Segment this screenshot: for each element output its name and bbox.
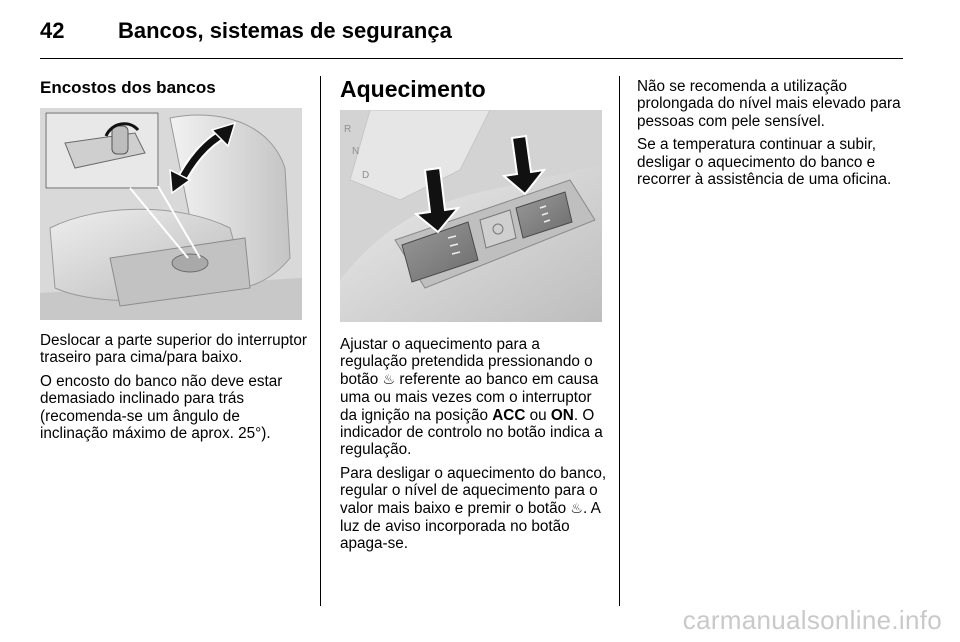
right-column-text — [637, 78, 912, 194]
header-rule — [40, 58, 903, 59]
page-title: Bancos, sistemas de segurança — [118, 18, 452, 43]
middle-column-text — [340, 336, 610, 559]
ignition-on: ON — [550, 406, 574, 424]
gear-label-d: D — [362, 170, 370, 181]
gear-label-r: R — [344, 124, 352, 135]
paragraph: Se a temperatura continuar a subir, desligar o aquecimento do banco e recorrer à assistência de uma oficina. — [637, 136, 892, 189]
page-header — [40, 18, 910, 58]
seat-heat-button-icon: ♨ — [382, 371, 396, 388]
section-heading-heating: Aquecimento — [340, 76, 486, 102]
paragraph: Não se recomenda a utilização prolongada do nível mais elevado para pessoas com pele sensível. — [637, 78, 901, 130]
figure-seat-heating-buttons — [340, 110, 602, 322]
page-number: 42 — [40, 18, 65, 43]
ignition-acc: ACC — [492, 406, 526, 424]
seat-heat-button-icon: ♨ — [570, 500, 583, 517]
paragraph-heating-adjust: Ajustar o aquecimento para a regulação pretendida pressionando o botão ♨ referente ao banco em causa uma ou mais vezes com o interruptor da ignição na posição ACC ou ON. O indicador de controlo no botão indica a regulação. — [340, 336, 603, 459]
section-heading-backrest: Encostos dos bancos — [40, 78, 216, 97]
column-divider-2 — [619, 76, 620, 606]
left-column-text — [40, 332, 310, 448]
paragraph: Deslocar a parte superior do interruptor traseiro para cima/para baixo. — [40, 332, 307, 367]
paragraph-heating-off: Para desligar o aquecimento do banco, regular o nível de aquecimento para o valor mais baixo e premir o botão ♨. A luz de aviso incorporada no botão apaga-se. — [340, 464, 607, 553]
column-divider-1 — [320, 76, 321, 606]
paragraph: O encosto do banco não deve estar demasiado inclinado para trás (recomenda-se um ângulo de inclinação máximo de aprox. 25°). — [40, 372, 283, 443]
watermark-text: carmanualsonline.info — [682, 605, 942, 635]
figure-seat-backrest — [40, 108, 302, 320]
gear-label-n: N — [352, 146, 360, 157]
